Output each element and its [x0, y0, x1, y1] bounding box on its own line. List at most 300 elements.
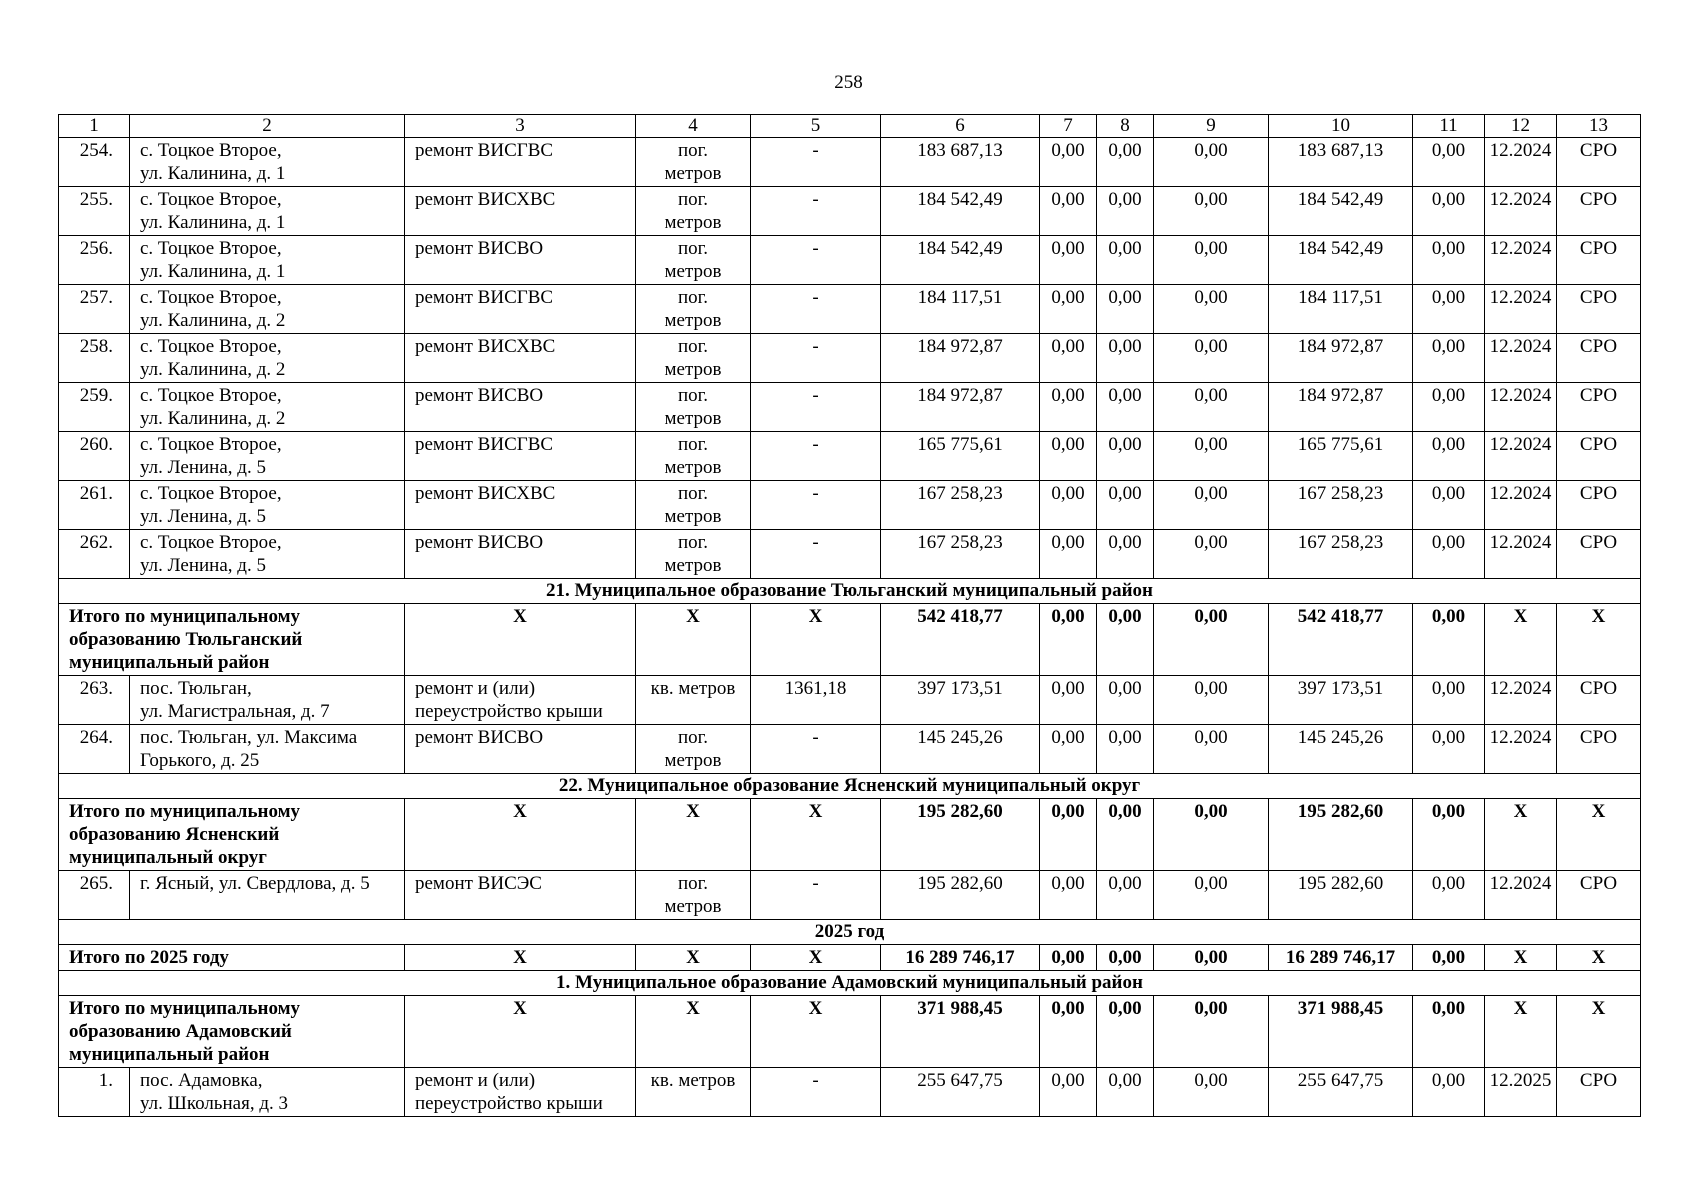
- address-line: г. Ясный, ул. Свердлова, д. 5: [140, 873, 370, 894]
- cell-c8: 0,00: [1097, 945, 1154, 971]
- work-type-cell: [405, 138, 636, 187]
- source-cell: СРО: [1557, 481, 1641, 530]
- address-line: ул. Калинина, д. 2: [140, 310, 286, 331]
- cell-c12: Х: [1485, 799, 1557, 871]
- cell-c8: 0,00: [1097, 676, 1154, 725]
- cell-c5: Х: [751, 945, 881, 971]
- section-header-row: [59, 774, 1641, 799]
- address-line: пос. Тюльган, ул. Максима: [140, 727, 358, 748]
- unit-line: метров: [664, 359, 722, 380]
- address-line: с. Тоцкое Второе,: [140, 238, 282, 259]
- address-line: с. Тоцкое Второе,: [140, 434, 282, 455]
- cost-cell: 195 282,60: [1269, 871, 1413, 920]
- cell-c3: Х: [405, 604, 636, 676]
- cell-c13: Х: [1557, 604, 1641, 676]
- cell-c9: 0,00: [1154, 383, 1269, 432]
- row-number: 261.: [59, 481, 130, 530]
- col-header: 3: [405, 115, 636, 138]
- cell-c13: Х: [1557, 945, 1641, 971]
- address-cell: [130, 530, 405, 579]
- cell-c8: 0,00: [1097, 530, 1154, 579]
- cell-c9: 0,00: [1154, 799, 1269, 871]
- cost-cell: 167 258,23: [1269, 481, 1413, 530]
- cost-cell: 195 282,60: [881, 871, 1040, 920]
- period-cell: 12.2024: [1485, 725, 1557, 774]
- work-type-line: ремонт ВИСВО: [415, 385, 544, 406]
- unit-line: пог.: [677, 385, 709, 406]
- period-cell: 12.2025: [1485, 1068, 1557, 1117]
- table-row: [59, 138, 1641, 187]
- col-header: 4: [636, 115, 751, 138]
- work-type-cell: [405, 725, 636, 774]
- cell-c7: 0,00: [1040, 285, 1097, 334]
- total-label: [59, 996, 405, 1068]
- period-cell: 12.2024: [1485, 481, 1557, 530]
- cell-c10: 195 282,60: [1269, 799, 1413, 871]
- cell-c3: Х: [405, 996, 636, 1068]
- cell-c11: 0,00: [1413, 604, 1485, 676]
- cell-c12: Х: [1485, 945, 1557, 971]
- row-number: 258.: [59, 334, 130, 383]
- cell-c9: 0,00: [1154, 187, 1269, 236]
- address-line: ул. Ленина, д. 5: [140, 506, 266, 527]
- total-label-line: образованию Адамовский: [69, 1021, 292, 1042]
- unit-line: пог.: [677, 336, 709, 357]
- unit-line: метров: [664, 310, 722, 331]
- cell-c7: 0,00: [1040, 334, 1097, 383]
- work-type-cell: [405, 1068, 636, 1117]
- cell-c9: 0,00: [1154, 285, 1269, 334]
- unit-cell: [636, 383, 751, 432]
- address-line: пос. Тюльган,: [140, 678, 252, 699]
- cell-c9: 0,00: [1154, 138, 1269, 187]
- source-cell: СРО: [1557, 285, 1641, 334]
- cell-c11: 0,00: [1413, 187, 1485, 236]
- work-type-line: ремонт и (или): [415, 1070, 536, 1091]
- work-type-line: ремонт ВИСХВС: [415, 336, 556, 357]
- cell-c9: 0,00: [1154, 432, 1269, 481]
- cell-c7: 0,00: [1040, 530, 1097, 579]
- work-type-line: переустройство крыши: [415, 701, 603, 722]
- unit-cell: [636, 676, 751, 725]
- row-number: 1.: [59, 1068, 130, 1117]
- address-line: ул. Магистральная, д. 7: [140, 701, 330, 722]
- work-type-line: ремонт ВИСГВС: [415, 434, 554, 455]
- address-cell: [130, 138, 405, 187]
- total-label-line: муниципальный район: [69, 652, 270, 673]
- cell-c8: 0,00: [1097, 236, 1154, 285]
- cell-c9: 0,00: [1154, 676, 1269, 725]
- period-cell: 12.2024: [1485, 871, 1557, 920]
- column-number-row: [59, 115, 1641, 138]
- work-type-cell: [405, 871, 636, 920]
- unit-cell: [636, 530, 751, 579]
- period-cell: 12.2024: [1485, 383, 1557, 432]
- cost-cell: 145 245,26: [881, 725, 1040, 774]
- cost-cell: 183 687,13: [1269, 138, 1413, 187]
- cost-cell: 184 972,87: [1269, 383, 1413, 432]
- section-title: 1. Муниципальное образование Адамовский муниципальный район: [59, 971, 1641, 996]
- address-line: пос. Адамовка,: [140, 1070, 263, 1091]
- cost-cell: 184 972,87: [881, 334, 1040, 383]
- col-header: 5: [751, 115, 881, 138]
- cell-c12: Х: [1485, 996, 1557, 1068]
- cell-c8: 0,00: [1097, 138, 1154, 187]
- cell-c6: 195 282,60: [881, 799, 1040, 871]
- unit-line: метров: [664, 163, 722, 184]
- unit-line: метров: [664, 555, 722, 576]
- unit-cell: [636, 285, 751, 334]
- work-type-cell: [405, 530, 636, 579]
- work-type-line: ремонт и (или): [415, 678, 536, 699]
- total-row: [59, 799, 1641, 871]
- cell-c9: 0,00: [1154, 334, 1269, 383]
- unit-line: пог.: [677, 287, 709, 308]
- period-cell: 12.2024: [1485, 138, 1557, 187]
- row-number: 255.: [59, 187, 130, 236]
- address-line: ул. Школьная, д. 3: [140, 1093, 288, 1114]
- cell-c8: 0,00: [1097, 187, 1154, 236]
- work-type-line: ремонт ВИСВО: [415, 727, 544, 748]
- col-header: 12: [1485, 115, 1557, 138]
- cell-c8: 0,00: [1097, 334, 1154, 383]
- section-header-row: [59, 579, 1641, 604]
- work-type-line: ремонт ВИСХВС: [415, 189, 556, 210]
- cell-c8: 0,00: [1097, 285, 1154, 334]
- address-line: с. Тоцкое Второе,: [140, 385, 282, 406]
- address-cell: [130, 187, 405, 236]
- cost-cell: 184 542,49: [881, 187, 1040, 236]
- cell-c7: 0,00: [1040, 871, 1097, 920]
- address-cell: [130, 236, 405, 285]
- cell-c5: Х: [751, 604, 881, 676]
- table-row: [59, 432, 1641, 481]
- cost-cell: 397 173,51: [1269, 676, 1413, 725]
- address-cell: [130, 481, 405, 530]
- address-line: Горького, д. 25: [140, 750, 260, 771]
- section-header-row: [59, 920, 1641, 945]
- cell-c6: 371 988,45: [881, 996, 1040, 1068]
- section-title: 22. Муниципальное образование Ясненский муниципальный округ: [59, 774, 1641, 799]
- col-header: 1: [59, 115, 130, 138]
- cell-c11: 0,00: [1413, 676, 1485, 725]
- work-type-cell: [405, 383, 636, 432]
- address-cell: [130, 1068, 405, 1117]
- table-body: [59, 115, 1641, 1117]
- volume-cell: 1361,18: [751, 676, 881, 725]
- address-cell: [130, 676, 405, 725]
- row-number: 256.: [59, 236, 130, 285]
- cell-c5: Х: [751, 996, 881, 1068]
- total-label: [59, 604, 405, 676]
- row-number: 254.: [59, 138, 130, 187]
- cell-c11: 0,00: [1413, 383, 1485, 432]
- cell-c11: 0,00: [1413, 236, 1485, 285]
- cost-cell: 145 245,26: [1269, 725, 1413, 774]
- cell-c8: 0,00: [1097, 799, 1154, 871]
- row-number: 265.: [59, 871, 130, 920]
- period-cell: 12.2024: [1485, 187, 1557, 236]
- work-type-line: ремонт ВИСВО: [415, 532, 544, 553]
- address-cell: [130, 871, 405, 920]
- work-type-line: ремонт ВИСХВС: [415, 483, 556, 504]
- period-cell: 12.2024: [1485, 236, 1557, 285]
- cost-cell: 167 258,23: [881, 481, 1040, 530]
- period-cell: 12.2024: [1485, 530, 1557, 579]
- col-header: 8: [1097, 115, 1154, 138]
- volume-cell: -: [751, 236, 881, 285]
- cell-c13: Х: [1557, 799, 1641, 871]
- source-cell: СРО: [1557, 676, 1641, 725]
- address-cell: [130, 285, 405, 334]
- cell-c7: 0,00: [1040, 725, 1097, 774]
- cell-c7: 0,00: [1040, 676, 1097, 725]
- row-number: 262.: [59, 530, 130, 579]
- unit-cell: [636, 187, 751, 236]
- cell-c4: Х: [636, 945, 751, 971]
- table-row: [59, 187, 1641, 236]
- cell-c6: 542 418,77: [881, 604, 1040, 676]
- volume-cell: -: [751, 334, 881, 383]
- address-line: с. Тоцкое Второе,: [140, 287, 282, 308]
- unit-cell: [636, 481, 751, 530]
- table-row: [59, 871, 1641, 920]
- address-line: ул. Калинина, д. 1: [140, 212, 286, 233]
- cell-c10: 16 289 746,17: [1269, 945, 1413, 971]
- volume-cell: -: [751, 383, 881, 432]
- cell-c11: 0,00: [1413, 138, 1485, 187]
- cell-c6: 16 289 746,17: [881, 945, 1040, 971]
- cell-c11: 0,00: [1413, 725, 1485, 774]
- col-header: 2: [130, 115, 405, 138]
- table-row: [59, 725, 1641, 774]
- work-type-cell: [405, 432, 636, 481]
- address-cell: [130, 725, 405, 774]
- col-header: 6: [881, 115, 1040, 138]
- cost-cell: 165 775,61: [881, 432, 1040, 481]
- unit-line: метров: [664, 261, 722, 282]
- source-cell: СРО: [1557, 187, 1641, 236]
- address-line: с. Тоцкое Второе,: [140, 140, 282, 161]
- cell-c7: 0,00: [1040, 481, 1097, 530]
- cell-c9: 0,00: [1154, 945, 1269, 971]
- unit-line: метров: [664, 408, 722, 429]
- address-line: ул. Калинина, д. 2: [140, 408, 286, 429]
- cost-cell: 183 687,13: [881, 138, 1040, 187]
- work-type-line: ремонт ВИСГВС: [415, 140, 554, 161]
- cell-c11: 0,00: [1413, 1068, 1485, 1117]
- cell-c11: 0,00: [1413, 871, 1485, 920]
- source-cell: СРО: [1557, 236, 1641, 285]
- total-label-line: муниципальный район: [69, 1044, 270, 1065]
- cell-c11: 0,00: [1413, 530, 1485, 579]
- cell-c8: 0,00: [1097, 481, 1154, 530]
- address-line: с. Тоцкое Второе,: [140, 189, 282, 210]
- col-header: 9: [1154, 115, 1269, 138]
- row-number: 263.: [59, 676, 130, 725]
- total-row: [59, 945, 1641, 971]
- volume-cell: -: [751, 725, 881, 774]
- cell-c11: 0,00: [1413, 432, 1485, 481]
- total-row: [59, 604, 1641, 676]
- work-type-cell: [405, 676, 636, 725]
- table-row: [59, 285, 1641, 334]
- cell-c9: 0,00: [1154, 871, 1269, 920]
- cost-cell: 184 542,49: [1269, 236, 1413, 285]
- source-cell: СРО: [1557, 1068, 1641, 1117]
- unit-line: метров: [664, 457, 722, 478]
- work-type-line: ремонт ВИСВО: [415, 238, 544, 259]
- unit-line: метров: [664, 750, 722, 771]
- source-cell: СРО: [1557, 383, 1641, 432]
- cost-cell: 165 775,61: [1269, 432, 1413, 481]
- work-type-line: ремонт ВИСЭС: [415, 873, 542, 894]
- cell-c8: 0,00: [1097, 871, 1154, 920]
- cost-cell: 184 972,87: [1269, 334, 1413, 383]
- cost-cell: 184 542,49: [881, 236, 1040, 285]
- total-label: [59, 799, 405, 871]
- section-title: 2025 год: [59, 920, 1641, 945]
- work-type-cell: [405, 285, 636, 334]
- cell-c8: 0,00: [1097, 1068, 1154, 1117]
- unit-cell: [636, 1068, 751, 1117]
- row-number: 264.: [59, 725, 130, 774]
- address-line: ул. Калинина, д. 1: [140, 163, 286, 184]
- cell-c7: 0,00: [1040, 799, 1097, 871]
- total-label-line: Итого по муниципальному: [69, 606, 301, 627]
- cell-c8: 0,00: [1097, 725, 1154, 774]
- cell-c11: 0,00: [1413, 945, 1485, 971]
- cost-cell: 255 647,75: [1269, 1068, 1413, 1117]
- unit-line: кв. метров: [650, 1070, 736, 1091]
- col-header: 11: [1413, 115, 1485, 138]
- unit-line: пог.: [677, 873, 709, 894]
- cell-c11: 0,00: [1413, 334, 1485, 383]
- cell-c11: 0,00: [1413, 799, 1485, 871]
- cell-c9: 0,00: [1154, 236, 1269, 285]
- col-header: 10: [1269, 115, 1413, 138]
- cost-cell: 167 258,23: [881, 530, 1040, 579]
- address-line: с. Тоцкое Второе,: [140, 532, 282, 553]
- cell-c9: 0,00: [1154, 996, 1269, 1068]
- cell-c8: 0,00: [1097, 604, 1154, 676]
- address-line: ул. Калинина, д. 2: [140, 359, 286, 380]
- period-cell: 12.2024: [1485, 676, 1557, 725]
- address-line: ул. Ленина, д. 5: [140, 555, 266, 576]
- cell-c9: 0,00: [1154, 604, 1269, 676]
- cost-cell: 167 258,23: [1269, 530, 1413, 579]
- cell-c13: Х: [1557, 996, 1641, 1068]
- cell-c7: 0,00: [1040, 236, 1097, 285]
- unit-line: пог.: [677, 140, 709, 161]
- work-type-cell: [405, 236, 636, 285]
- unit-line: пог.: [677, 189, 709, 210]
- section-header-row: [59, 971, 1641, 996]
- unit-line: метров: [664, 896, 722, 917]
- table-row: [59, 334, 1641, 383]
- cell-c9: 0,00: [1154, 725, 1269, 774]
- total-label-line: Итого по 2025 году: [69, 947, 229, 968]
- cell-c8: 0,00: [1097, 383, 1154, 432]
- work-type-line: ремонт ВИСГВС: [415, 287, 554, 308]
- row-number: 259.: [59, 383, 130, 432]
- cell-c8: 0,00: [1097, 432, 1154, 481]
- table-row: [59, 481, 1641, 530]
- page-number: 258: [834, 72, 863, 93]
- total-label: [59, 945, 405, 971]
- total-label-line: Итого по муниципальному: [69, 801, 301, 822]
- cell-c10: 371 988,45: [1269, 996, 1413, 1068]
- work-type-cell: [405, 187, 636, 236]
- source-cell: СРО: [1557, 871, 1641, 920]
- cell-c11: 0,00: [1413, 481, 1485, 530]
- table-row: [59, 1068, 1641, 1117]
- cell-c7: 0,00: [1040, 996, 1097, 1068]
- cell-c7: 0,00: [1040, 604, 1097, 676]
- col-header: 13: [1557, 115, 1641, 138]
- cell-c11: 0,00: [1413, 996, 1485, 1068]
- cell-c5: Х: [751, 799, 881, 871]
- cell-c7: 0,00: [1040, 187, 1097, 236]
- address-cell: [130, 432, 405, 481]
- unit-line: пог.: [677, 483, 709, 504]
- cost-cell: 397 173,51: [881, 676, 1040, 725]
- cell-c12: Х: [1485, 604, 1557, 676]
- address-cell: [130, 334, 405, 383]
- cell-c9: 0,00: [1154, 530, 1269, 579]
- address-line: с. Тоцкое Второе,: [140, 336, 282, 357]
- volume-cell: -: [751, 1068, 881, 1117]
- unit-cell: [636, 138, 751, 187]
- cell-c7: 0,00: [1040, 945, 1097, 971]
- unit-line: пог.: [677, 434, 709, 455]
- cost-cell: 184 542,49: [1269, 187, 1413, 236]
- table-row: [59, 383, 1641, 432]
- address-line: с. Тоцкое Второе,: [140, 483, 282, 504]
- total-label-line: образованию Тюльганский: [69, 629, 303, 650]
- cost-cell: 184 972,87: [881, 383, 1040, 432]
- unit-cell: [636, 725, 751, 774]
- source-cell: СРО: [1557, 334, 1641, 383]
- table-row: [59, 236, 1641, 285]
- cell-c7: 0,00: [1040, 383, 1097, 432]
- cost-cell: 255 647,75: [881, 1068, 1040, 1117]
- total-row: [59, 996, 1641, 1068]
- unit-line: пог.: [677, 238, 709, 259]
- period-cell: 12.2024: [1485, 285, 1557, 334]
- cell-c4: Х: [636, 799, 751, 871]
- period-cell: 12.2024: [1485, 432, 1557, 481]
- section-title: 21. Муниципальное образование Тюльганский муниципальный район: [59, 579, 1641, 604]
- unit-line: пог.: [677, 532, 709, 553]
- row-number: 260.: [59, 432, 130, 481]
- unit-line: метров: [664, 212, 722, 233]
- col-header: 7: [1040, 115, 1097, 138]
- volume-cell: -: [751, 530, 881, 579]
- unit-cell: [636, 432, 751, 481]
- capital-repair-table: [58, 114, 1641, 1117]
- cell-c4: Х: [636, 996, 751, 1068]
- volume-cell: -: [751, 285, 881, 334]
- address-cell: [130, 383, 405, 432]
- unit-cell: [636, 236, 751, 285]
- cell-c4: Х: [636, 604, 751, 676]
- source-cell: СРО: [1557, 725, 1641, 774]
- cost-cell: 184 117,51: [1269, 285, 1413, 334]
- source-cell: СРО: [1557, 530, 1641, 579]
- volume-cell: -: [751, 481, 881, 530]
- cell-c9: 0,00: [1154, 481, 1269, 530]
